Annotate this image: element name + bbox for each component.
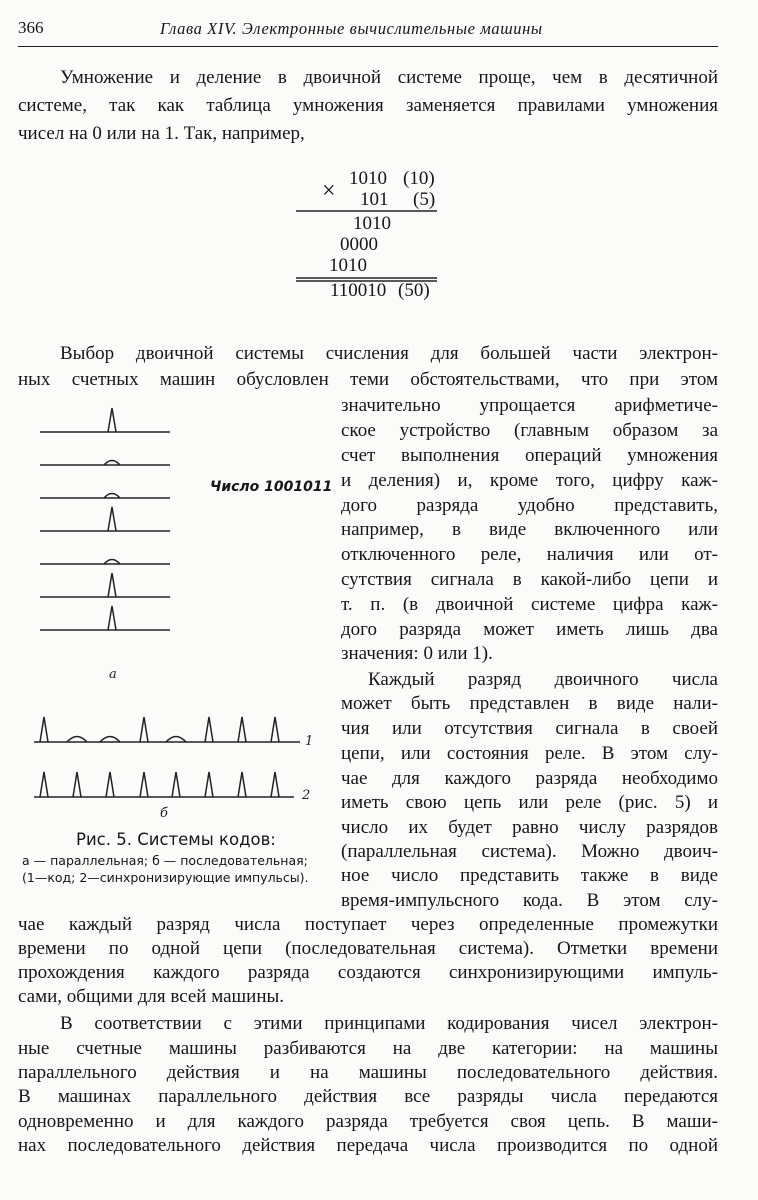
multiply-sign: ×	[322, 178, 336, 204]
text-line: отключенного реле, наличия или от-	[341, 544, 718, 565]
sync-pulse	[106, 772, 114, 797]
text-line: чае каждый разряд числа поступает через определенные промежутки	[18, 914, 718, 935]
text-line: (параллельная система). Можно двоич-	[341, 841, 718, 862]
text-line: Умножение и деление в двоичной системе проще, чем в десятичной	[60, 67, 718, 88]
text-line: число их будет равно числу разрядов	[341, 817, 718, 838]
text-line: нах последовательного действия передача числа производится по одной	[18, 1135, 718, 1156]
multiplier: 101	[360, 189, 389, 210]
text-line: сутствия сигнала в какой-либо цепи и	[341, 569, 718, 590]
code-pulse	[140, 717, 148, 742]
multiplicand: 1010	[349, 168, 387, 189]
code-gap	[166, 737, 186, 743]
text-line: чия или отсутствия сигнала в своей	[341, 718, 718, 739]
text-line: ное число представить также в виде	[341, 865, 718, 886]
chapter-title: Глава XIV. Электронные вычислительные машины	[160, 19, 543, 38]
text-line: ское устройство (главным образом за	[341, 420, 718, 441]
label-b: б	[160, 806, 168, 821]
code-gap	[100, 737, 120, 743]
product-result-decimal: (50)	[398, 280, 430, 301]
multiplier-decimal: (5)	[413, 189, 436, 210]
pulse-mark	[108, 606, 116, 630]
figure-caption-title: Рис. 5. Системы кодов:	[76, 830, 276, 849]
serial-code-diagram	[34, 717, 300, 797]
text-line: В соответствии с этими принципами кодирования чисел электрон-	[60, 1013, 718, 1034]
text-line: например, в виде включенного или	[341, 519, 718, 540]
product-result: 110010	[330, 280, 387, 301]
text-line: время-импульсного кода. В этом слу-	[341, 890, 718, 911]
text-line: чае для каждого разряда необходимо	[341, 768, 718, 789]
label-a: а	[109, 667, 117, 682]
text-line: времени по одной цепи (последовательная система). Отметки времени	[18, 938, 718, 959]
text-line: ные счетные машины разбиваются на две категории: на машины	[18, 1038, 718, 1059]
text-line: сами, общими для всей машины.	[18, 986, 285, 1007]
text-line: дого разряда удобно представить,	[341, 495, 718, 516]
figure-number-label: Число 1001011	[210, 479, 333, 495]
partial-product: 1010	[353, 213, 391, 234]
text-line: иметь свою цепь или реле (рис. 5) и	[341, 792, 718, 813]
line-2-label: 2	[302, 788, 311, 803]
text-line: Каждый разряд двоичного числа	[368, 669, 718, 690]
text-line: прохождения каждого разряда создаются синхронизирующими импуль-	[18, 962, 718, 983]
text-line: цепи, или состояния реле. В этом слу-	[341, 743, 718, 764]
text-line: может быть представлен в виде нали-	[341, 693, 718, 714]
pulse-mark	[108, 507, 116, 531]
text-line: чисел на 0 или на 1. Так, например,	[18, 123, 305, 144]
text-line: значения: 0 или 1).	[341, 643, 493, 664]
sync-pulse	[73, 772, 81, 797]
text-line: значительно упрощается арифметиче-	[341, 395, 718, 416]
partial-product: 0000	[340, 234, 378, 255]
sync-pulse	[172, 772, 180, 797]
parallel-code-diagram	[40, 408, 170, 630]
text-line: дого разряда может иметь лишь два	[341, 619, 718, 640]
multiplicand-decimal: (10)	[403, 168, 435, 189]
figure-caption-legend: (1—код; 2—синхронизирующие импульсы).	[22, 870, 309, 885]
sync-pulse	[271, 772, 279, 797]
text-line: В машинах параллельного действия все разряды числа передаются	[18, 1086, 718, 1107]
sync-pulse	[238, 772, 246, 797]
sync-pulse	[205, 772, 213, 797]
text-line: т. п. (в двоичной системе цифра каж-	[341, 594, 718, 615]
pulse-mark	[108, 573, 116, 597]
page-number: 366	[18, 18, 44, 37]
text-line: системе, так как таблица умножения заменяется правилами умножения	[18, 95, 718, 116]
pulse-mark	[108, 408, 116, 432]
sync-pulse	[140, 772, 148, 797]
partial-product: 1010	[329, 255, 367, 276]
code-pulse	[238, 717, 246, 742]
code-pulse	[40, 717, 48, 742]
text-line: параллельного действия и на машины последовательного действия.	[18, 1062, 718, 1083]
text-line: и деления) и, кроме того, цифру каж-	[341, 470, 718, 491]
line-1-label: 1	[305, 734, 314, 749]
figure-caption-legend: а — параллельная; б — последовательная;	[22, 853, 308, 868]
text-line: одновременно и для каждого разряда требуется своя цепь. В маши-	[18, 1111, 718, 1132]
text-line: счет выполнения операций умножения	[341, 445, 718, 466]
sync-pulse	[40, 772, 48, 797]
text-line: ных счетных машин обусловлен теми обстоятельствами, что при этом	[18, 369, 718, 390]
code-pulse	[271, 717, 279, 742]
code-gap	[67, 737, 87, 743]
code-pulse	[205, 717, 213, 742]
text-line: Выбор двоичной системы счисления для большей части электрон-	[60, 343, 718, 364]
